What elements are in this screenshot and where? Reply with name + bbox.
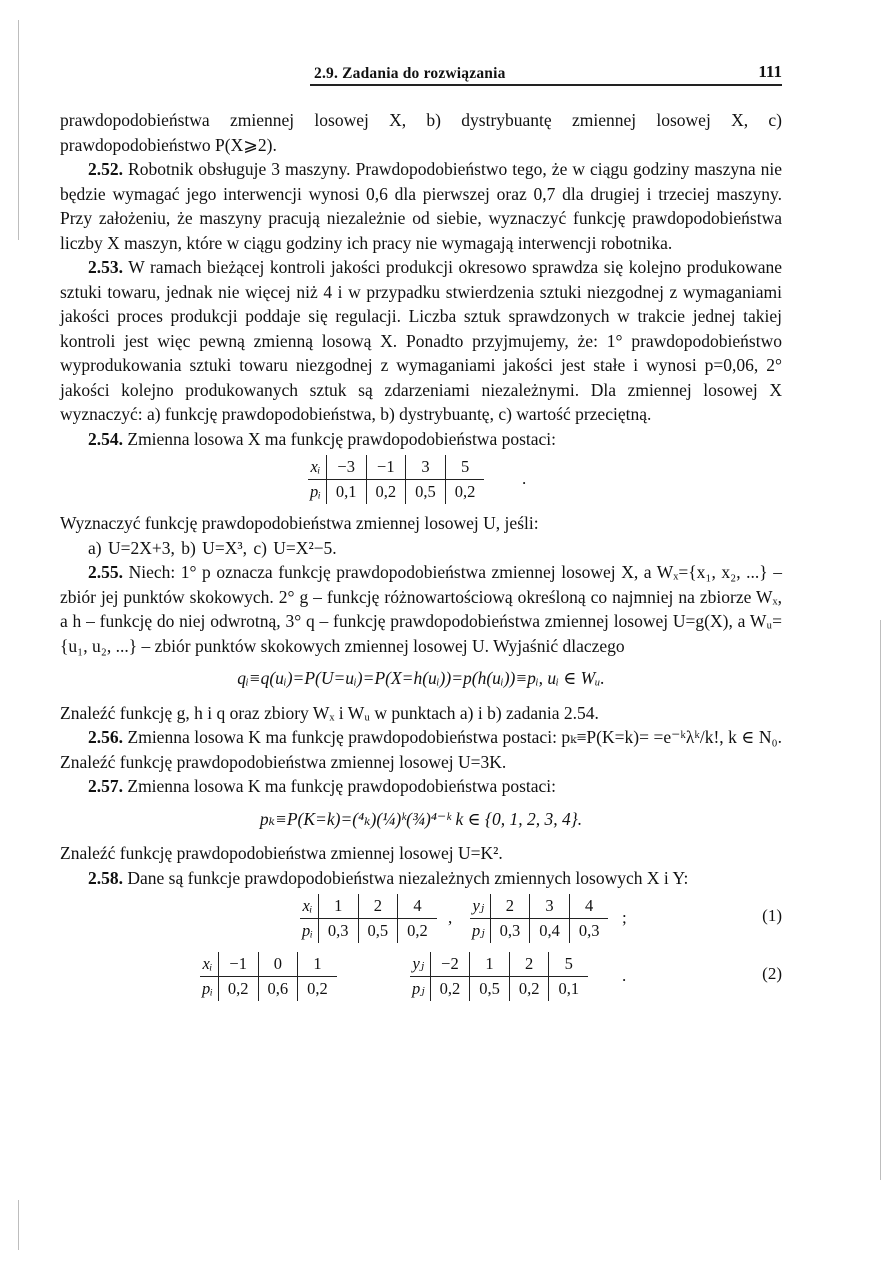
distribution-table-grid [470, 894, 608, 943]
distribution-table-grid [308, 455, 484, 504]
exercise-text: Zmienna losowa X ma funkcję prawdopodobieństwa postaci: [127, 428, 557, 449]
exercise-2-54 [60, 427, 782, 452]
exercise-number: 2.55. [88, 562, 123, 582]
table-cell: 2 [509, 952, 549, 977]
table-cell: −3 [326, 455, 366, 480]
table-cell: 0,2 [445, 480, 484, 505]
distribution-table-grid [200, 952, 337, 1001]
table-cell: −1 [218, 952, 258, 977]
table-cell: 4 [569, 894, 608, 919]
table-cell: 0,2 [398, 919, 437, 944]
paragraph-text: Wyznaczyć funkcję prawdopodobieństwa zmiennej losowej U, jeśli: [60, 513, 539, 533]
table-cell: 2 [358, 894, 398, 919]
table-cell: 3 [530, 894, 570, 919]
table-cell: 1 [318, 894, 358, 919]
exercise-number: 2.56. [88, 727, 123, 747]
row-header: pᵢ [202, 979, 213, 998]
equation-number: (2) [762, 964, 782, 983]
row-header: xᵢ [200, 952, 218, 977]
row-header: pᵢ [310, 482, 321, 501]
table-cell: 0,5 [358, 919, 398, 944]
table-row-2-54 [60, 451, 782, 511]
row-header: xᵢ [300, 894, 318, 919]
table-row [470, 919, 608, 944]
header-rule [310, 84, 782, 86]
page-edge-line [880, 620, 881, 1180]
exercise-2-52 [60, 157, 782, 255]
exercise-number: 2.58. [88, 867, 123, 888]
row-header: pⱼ [412, 979, 425, 998]
table-cell: −1 [366, 455, 406, 480]
table-row [200, 977, 337, 1002]
distribution-table-y [470, 894, 608, 943]
table-cell: 0,5 [470, 977, 510, 1002]
table-cell: 0,4 [530, 919, 570, 944]
display-formula: pₖ≡P(K=k)=(⁴ₖ)(¼)ᵏ(¾)⁴⁻ᵏ k ∈ {0, 1, 2, 3, 4}. [259, 808, 583, 829]
table-row [308, 480, 484, 505]
distribution-table-x [200, 952, 337, 1001]
row-header: pᵢ [302, 921, 313, 940]
paragraph-text: Znaleźć funkcję g, h i q oraz zbiory Wₓ i Wᵤ w punktach a) i b) zadania 2.54. [60, 702, 599, 723]
table-row [470, 894, 608, 919]
table-cell: 0,1 [326, 480, 366, 505]
table-row [410, 952, 588, 977]
table-punctuation: , [448, 908, 453, 927]
table-cell: 5 [549, 952, 588, 977]
table-cell: 1 [470, 952, 510, 977]
exercise-text: W ramach bieżącej kontroli jakości produkcji okresowo sprawdza się kolejno produkowane sztuki towaru, jednak nie więcej niż 4 i w przypadku stwierdzenia sztuki niezgodnej z wymaganiami jakości proces produkcji poddaje się regulacji. Liczba sztuk sprawdzonych w trakcie jednej takiej kontroli jest więc pewną zmienną losową X. Ponadto przyjmujemy, że: 1° prawdopodobieństwo wyprodukowania sztuki towaru niezgodnej z wymaganiami jakości jest stałe i wynosi p=0,06, 2° jakości kolejno produkowanych sztuk są zdarzeniami niezależnymi. Dla zmiennej losowej X wyznaczyć: a) funkcję prawdopodobieństwa, b) dystrybuantę, c) wartość przeciętną. [60, 257, 783, 424]
table-cell: 0,3 [490, 919, 530, 944]
table-row-1 [60, 890, 782, 948]
table-cell: 0,1 [549, 977, 588, 1002]
table-punctuation: . [622, 966, 627, 985]
table-cell: 4 [398, 894, 437, 919]
table-cell: 0,5 [406, 480, 446, 505]
table-cell: 3 [406, 455, 446, 480]
table-cell: 2 [490, 894, 530, 919]
item-list: a) U=2X+3, b) U=X³, c) U=X²−5. [88, 537, 337, 558]
table-row [308, 455, 484, 480]
table-cell: 1 [298, 952, 337, 977]
table-cell: 0,3 [318, 919, 358, 944]
exercise-text: Zmienna losowa K ma funkcję prawdopodobieństwa postaci: pₖ≡P(K=k)= =e⁻ᵏλᵏ/k!, k ∈ N₀. Znaleźć funkcję prawdopodobieństwa zmiennej losowej U=3K. [60, 727, 782, 772]
exercise-2-58 [60, 866, 782, 891]
distribution-table-y [410, 952, 588, 1001]
section-title: 2.9. Zadania do rozwiązania [314, 65, 506, 82]
exercise-number: 2.54. [88, 428, 123, 449]
exercise-2-55 [60, 560, 782, 658]
row-header: yⱼ [470, 894, 490, 919]
paragraph-text: Znaleźć funkcję prawdopodobieństwa zmiennej losowej U=K². [60, 843, 503, 863]
paragraph-continuation: prawdopodobieństwa zmiennej losowej X, b) dystrybuantę zmiennej losowej X, c) prawdopodobieństwo P(X⩾2). [60, 110, 782, 155]
table-cell: 5 [445, 455, 484, 480]
exercise-text: Dane są funkcje prawdopodobieństwa niezależnych zmiennych losowych X i Y: [127, 867, 689, 888]
distribution-table-grid [410, 952, 588, 1001]
table-cell: 0,2 [218, 977, 258, 1002]
table-cell: 0,2 [430, 977, 470, 1002]
exercise-text: Robotnik obsługuje 3 maszyny. Prawdopodobieństwo tego, że w ciągu godziny maszyna nie będzie wymagać jego interwencji wynosi 0,6 dla pierwszej oraz 0,7 dla drugiej i trzeciej maszyny. Przy założeniu, że maszyny pracują niezależnie od siebie, wyznaczyć funkcję prawdopodobieństwa liczby X maszyn, które w ciągu godziny ich pracy nie wymagają interwencji robotnika. [60, 159, 783, 253]
exercise-number: 2.53. [88, 257, 123, 277]
table-cell: 0,6 [258, 977, 298, 1002]
table-row [410, 977, 588, 1002]
table-row-2 [60, 948, 782, 1006]
table-cell: 0,2 [509, 977, 549, 1002]
exercise-2-53 [60, 255, 782, 427]
distribution-table [308, 455, 484, 504]
table-row [200, 952, 337, 977]
table-cell: 0,2 [298, 977, 337, 1002]
page-edge-line [18, 1200, 19, 1250]
row-header: pⱼ [472, 921, 485, 940]
page-edge-line [18, 20, 19, 240]
table-row [300, 894, 437, 919]
display-formula: qᵢ≡q(uᵢ)=P(U=uᵢ)=P(X=h(uᵢ))=p(h(uᵢ))≡pᵢ, uᵢ ∈ Wᵤ. [237, 668, 605, 688]
table-cell: 0 [258, 952, 298, 977]
running-header [60, 60, 782, 88]
table-punctuation: . [522, 469, 527, 488]
table-punctuation: ; [622, 908, 627, 927]
exercise-text: Niech: 1° p oznacza funkcję prawdopodobieństwa zmiennej losowej X, a Wₓ={x₁, x₂, ...} – zbiór jej punktów skokowych. 2° g – funkcję różnowartościową określoną co najmniej na zbiorze Wₓ, a h – funkcję do niej odwrotną, 3° q – funkcję prawdopodobieństwa zmiennej losowej U=g(X), a Wᵤ={u₁, u₂, ...} – zbiór punktów skokowych zmiennej losowej U. Wyjaśnić dlaczego [60, 562, 783, 656]
exercise-number: 2.57. [88, 776, 123, 796]
table-cell: −2 [430, 952, 470, 977]
table-row [300, 919, 437, 944]
equation-number: (1) [762, 906, 782, 925]
body-text [60, 108, 782, 1006]
table-cell: 0,3 [569, 919, 608, 944]
row-header: xᵢ [308, 455, 326, 480]
row-header: yⱼ [410, 952, 430, 977]
distribution-table-x [300, 894, 437, 943]
distribution-table-grid [300, 894, 437, 943]
table-cell: 0,2 [366, 480, 406, 505]
exercise-2-57 [60, 774, 782, 799]
exercise-2-56 [60, 725, 782, 774]
page-number: 111 [758, 62, 782, 81]
exercise-number: 2.52. [88, 159, 123, 179]
exercise-text: Zmienna losowa K ma funkcję prawdopodobieństwa postaci: [127, 776, 557, 796]
